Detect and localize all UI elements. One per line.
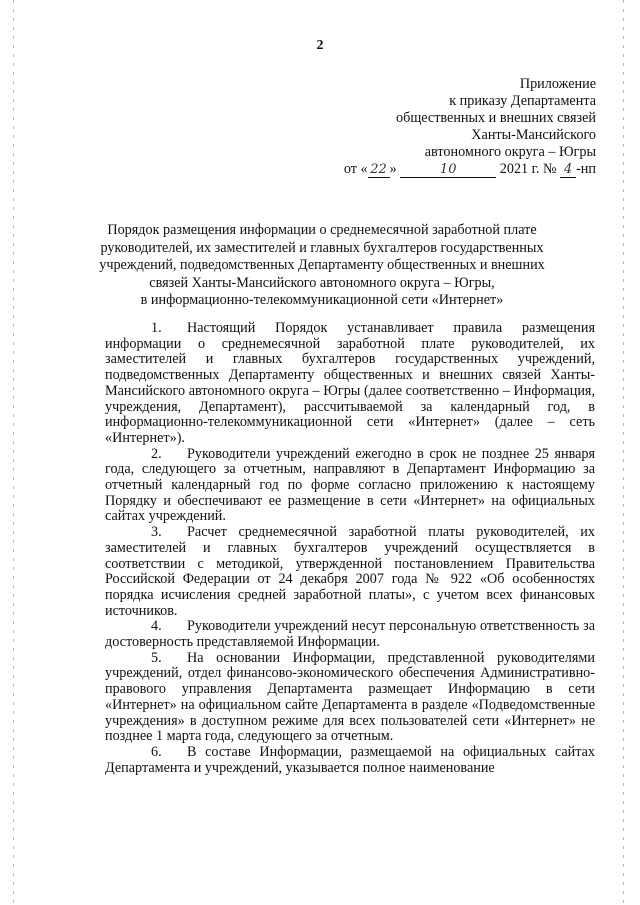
paragraph-text: Руководители учреждений ежегодно в срок не позднее 25 января года, следующего за отчетным, направляют в Департамент Информацию за отчетный календарный год по форме согласно приложению к настоящему Порядку и обеспечивают ее размещение в сети «Интернет» на официальных сайтах учреждений. — [105, 445, 595, 525]
appendix-block — [344, 76, 596, 178]
scan-edge-left — [13, 0, 14, 905]
paragraph-2 — [105, 447, 595, 526]
paragraph-number: 6. — [151, 743, 162, 760]
date-day-handwritten: 22 — [368, 163, 390, 178]
paragraph-number: 1. — [151, 320, 162, 336]
paragraph-5 — [105, 651, 595, 745]
paragraph-number: 5. — [151, 649, 162, 666]
appendix-line: общественных и внешних связей — [396, 110, 596, 126]
appendix-line: Ханты-Мансийского — [471, 127, 596, 143]
paragraph-4 — [105, 619, 595, 650]
scan-edge-right — [623, 0, 624, 905]
order-number-suffix: -нп — [576, 161, 596, 177]
date-prefix: от « — [343, 161, 368, 177]
date-year-text: 2021 г. № — [499, 161, 557, 177]
title-line: Порядок размещения информации о среднемесячной заработной плате — [107, 222, 537, 238]
appendix-line: Приложение — [519, 76, 596, 92]
paragraph-text: В составе Информации, размещаемой на официальных сайтах Департамента и учреждений, указывается полное наименование — [105, 743, 595, 776]
document-title — [60, 222, 584, 310]
appendix-line: к приказу Департамента — [449, 93, 596, 109]
paragraph-number: 2. — [151, 445, 162, 462]
order-date-line — [344, 161, 596, 178]
page-number: 2 — [316, 38, 324, 53]
document-body — [105, 321, 595, 776]
paragraph-number: 3. — [151, 524, 162, 541]
order-number-handwritten: 4 — [560, 163, 576, 178]
paragraph-text: Настоящий Порядок устанавливает правила размещения информации о среднемесячной заработной плате руководителей, их заместителей и главных бухгалтеров государственных учреждений, подведомственных Департаменту общественных и внешних связей Ханты-Мансийского автономного округа – Югры (далее соответственно – Информация, учреждения, Департамент), рассчитываемой за календарный год, в информационно-телекоммуникационной сети «Интернет» (далее – сеть «Интернет»). — [105, 320, 595, 446]
date-mid: » — [389, 161, 397, 177]
appendix-line: автономного округа – Югры — [424, 144, 596, 160]
paragraph-text: Расчет среднемесячной заработной платы руководителей, их заместителей и главных бухгалтеров учреждений осуществляется в соответствии с методикой, утвержденной постановлением Правительства Российской Федерации от 24 декабря 2007 года № 922 «Об особенностях порядка исчисления средней заработной платы», с учетом всех финансовых источников. — [105, 524, 595, 619]
paragraph-3 — [105, 525, 595, 619]
paragraph-6 — [105, 745, 595, 776]
title-line: учреждений, подведомственных Департаменту общественных и внешних — [99, 257, 545, 274]
date-month-handwritten: 10 — [400, 163, 496, 178]
paragraph-number: 4. — [151, 618, 162, 635]
paragraph-text: На основании Информации, представленной руководителями учреждений, отдел финансово-экономического обеспечения Административно-правового управления Департамента размещает Информацию в сети «Интернет» на официальном сайте Департамента в разделе «Подведомственные учреждения» в доступном режиме для всех пользователей сети «Интернет» не позднее 1 марта года, следующего за отчетным. — [105, 649, 595, 745]
title-line: связей Ханты-Мансийского автономного округа – Югры, — [149, 274, 495, 291]
title-line: в информационно-телекоммуникационной сети «Интернет» — [140, 292, 504, 309]
paragraph-text: Руководители учреждений несут персональную ответственность за достоверность представляемой Информации. — [105, 618, 595, 651]
title-line: руководителей, их заместителей и главных бухгалтеров государственных — [100, 239, 544, 256]
paragraph-1 — [105, 321, 595, 447]
